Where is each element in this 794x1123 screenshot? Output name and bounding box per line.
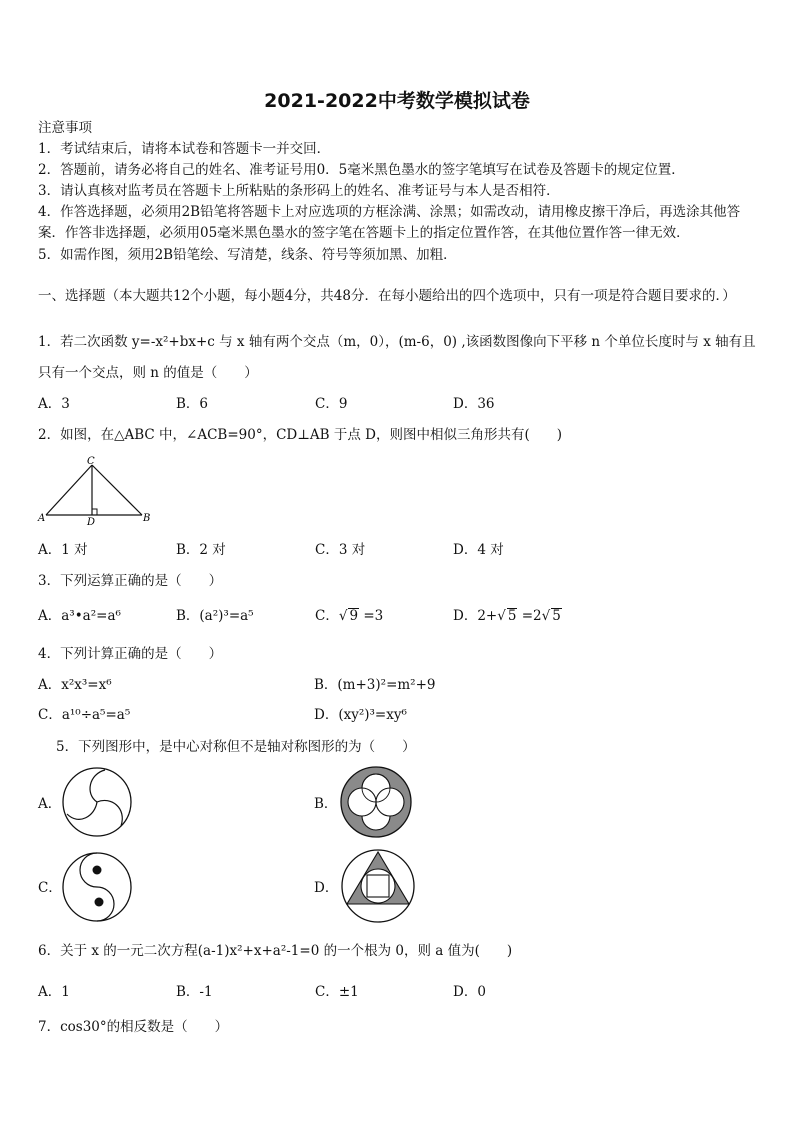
q1-option-d: D．36	[453, 396, 495, 412]
notice-item-1: 1．考试结束后，请将本试卷和答题卡一并交回．	[38, 141, 331, 157]
q5-stem: 5．下列图形中，是中心对称但不是轴对称图形的为（ ）	[56, 739, 416, 755]
q4-option-b: B．(m+3)²=m²+9	[314, 677, 436, 693]
q4-option-d: D．(xy²)³=xy⁶	[314, 707, 407, 723]
notice-item-3: 3．请认真核对监考员在答题卡上所粘贴的条形码上的姓名、准考证号与本人是否相符．	[38, 183, 560, 199]
q1-stem-line1: 1．若二次函数 y=-x²+bx+c 与 x 轴有两个交点（m，0），(m-6，0) ,该函数图像向下平移 n 个单位长度时与 x 轴有且	[38, 334, 756, 350]
triangle-figure	[34, 455, 158, 527]
yinyang-circle-figure	[59, 849, 135, 925]
q3-option-d-label: D．2+	[453, 608, 498, 624]
q3-option-a: A．a³•a²=a⁶	[38, 608, 121, 624]
q1-option-b: B．6	[176, 396, 209, 412]
q3-c-rest: =3	[359, 608, 384, 624]
label-a: A	[38, 513, 46, 524]
q4-option-a: A．x²x³=x⁶	[38, 677, 112, 693]
q2-stem: 2．如图，在△ABC 中，∠ACB=90°，CD⊥AB 于点 D，则图中相似三角形共有( )	[38, 427, 563, 443]
q2-option-b: B．2 对	[176, 542, 226, 558]
q1-stem-line2: 只有一个交点，则 n 的值是（ ）	[38, 365, 258, 381]
q6-option-a: A．1	[38, 984, 70, 1000]
q3-option-c-label: C．	[315, 608, 339, 624]
q6-option-d: D．0	[453, 984, 486, 1000]
segment-bc	[92, 465, 142, 515]
notice-item-5: 5．如需作图，须用2B铅笔绘、写清楚，线条、符号等须加黑、加粗．	[38, 247, 457, 263]
q3-c-radicand: 9	[349, 608, 359, 624]
section-heading: 一、选择题（本大题共12个小题，每小题4分，共48分．在每小题给出的四个选项中，只有一项是符合题目要求的．）	[38, 288, 736, 304]
label-d: D	[87, 517, 96, 527]
q6-option-b: B．-1	[176, 984, 213, 1000]
q3-d-radicand-1: 5	[507, 608, 517, 624]
notice-item-4: 4．作答选择题，必须用2B铅笔将答题卡上对应选项的方框涂满、涂黑；如需改动，请用橡皮擦干净后，再选涂其他答案．作答非选择题，必须用05毫米黑色墨水的签字笔在答题卡上的指定位置作答，在其他位置作答一律无效．	[38, 204, 741, 241]
q3-d-mid: =2	[517, 608, 542, 624]
flower-circle-figure	[338, 764, 414, 840]
q3-stem: 3．下列运算正确的是（ ）	[38, 573, 223, 589]
q2-option-a: A．1 对	[38, 542, 88, 558]
q3-option-c	[315, 606, 383, 626]
label-c: C	[87, 456, 95, 467]
triangle-circle-figure	[338, 846, 418, 926]
q7-stem: 7．cos30°的相反数是（ ）	[38, 1019, 229, 1035]
q4-stem: 4．下列计算正确的是（ ）	[38, 646, 223, 662]
segment-ac	[46, 465, 92, 515]
sqrt-sign: √	[541, 608, 551, 624]
right-angle-mark	[92, 509, 97, 515]
pinwheel-circle-figure	[59, 764, 135, 840]
q3-d-radicand-2: 5	[552, 608, 561, 624]
q5-option-b: B．	[314, 796, 338, 812]
sqrt-sign: √	[338, 608, 348, 624]
q5-option-d: D．	[314, 880, 339, 896]
page-title: 2021-2022中考数学模拟试卷	[264, 90, 530, 112]
sqrt-sign: √	[497, 608, 506, 624]
q1-option-a: A．3	[38, 396, 70, 412]
notice-item-2: 2．答题前，请务必将自己的姓名、准考证号用0．5毫米黑色墨水的签字笔填写在试卷及答题卡的规定位置．	[38, 162, 685, 178]
q5-option-c: C．	[38, 880, 62, 896]
q2-option-d: D．4 对	[453, 542, 504, 558]
q6-stem: 6．关于 x 的一元二次方程(a-1)x²+x+a²-1=0 的一个根为 0，则 a 值为( )	[38, 943, 513, 959]
notice-heading: 注意事项	[38, 120, 92, 136]
label-b: B	[143, 513, 151, 524]
q6-option-c: C．±1	[315, 984, 359, 1000]
q1-option-c: C．9	[315, 396, 348, 412]
q3-option-b: B．(a²)³=a⁵	[176, 608, 254, 624]
q3-option-d	[453, 606, 562, 626]
q2-option-c: C．3 对	[315, 542, 366, 558]
q4-option-c: C．a¹⁰÷a⁵=a⁵	[38, 707, 131, 723]
q5-option-a: A．	[38, 796, 62, 812]
